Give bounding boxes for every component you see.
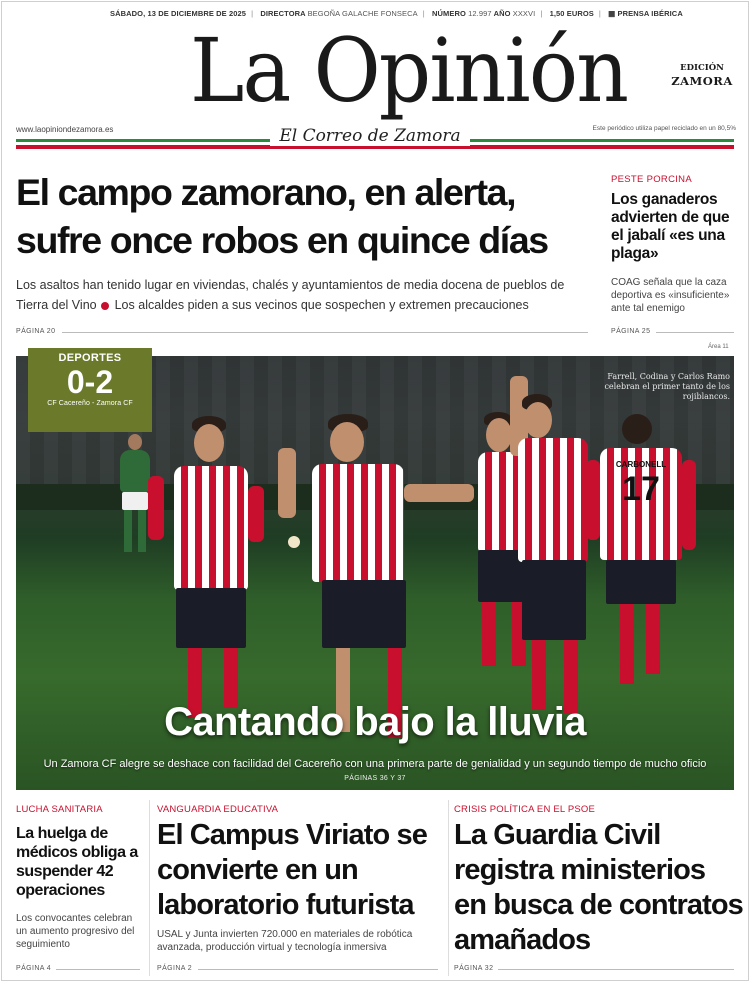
col1-summary: Los convocantes celebran un aumento progresivo del seguimiento	[16, 913, 135, 950]
lead-subhead-a: Los asaltos han tenido lugar en viviendas, chalés y ayuntamientos de media docena de pueblos de Tierra del Vino	[16, 278, 565, 312]
edition-word: EDICIÓN	[680, 63, 724, 73]
photo-headline[interactable]: Cantando bajo la lluvia	[164, 700, 586, 744]
score-section: DEPORTES	[58, 352, 122, 364]
sidebar-headline[interactable]: Los ganaderos advierten de que el jabalí «es una plaga»	[611, 191, 730, 262]
recycled-paper-note: Este periódico utiliza papel reciclado en un 80,5%	[592, 125, 736, 132]
photo-page-ref: PÁGINAS 36 Y 37	[344, 775, 406, 782]
publisher-group: PRENSA IBÉRICA	[617, 9, 683, 18]
sidebar-summary: COAG señala que la caza deportiva es «insuficiente» ante tal enemigo	[611, 277, 730, 314]
issue-year: XXXVI	[512, 9, 536, 18]
edition-label	[666, 62, 738, 88]
number-label: NÚMERO	[431, 9, 466, 18]
issue-number: 12.997	[468, 9, 492, 18]
col1-headline[interactable]: La huelga de médicos obliga a suspender 42 operaciones	[16, 825, 138, 899]
newspaper-subtitle: El Correo de Zamora	[270, 126, 470, 146]
lead-headline[interactable]: El campo zamorano, en alerta, sufre once robos en quince días	[16, 171, 548, 261]
newspaper-title[interactable]: La Opinión	[190, 19, 628, 122]
sidebar-rule	[656, 332, 734, 333]
shirt-number: 17	[622, 470, 660, 508]
lead-rule	[62, 332, 588, 333]
lead-subheadline	[16, 275, 596, 315]
lead-subhead-b: Los alcaldes piden a sus vecinos que sospechen y extremen precauciones	[114, 298, 529, 312]
col3-headline[interactable]: La Guardia Civil registra ministerios en busca de contratos amañados	[454, 819, 743, 956]
year-label: AÑO	[493, 9, 511, 18]
issue-date: SÁBADO, 13 DE DICIEMBRE DE 2025	[110, 9, 247, 18]
player-back-carbonell	[586, 414, 696, 714]
ball-icon	[288, 536, 300, 548]
col2-page-ref: PÁGINA 2	[157, 965, 193, 972]
issue-info-bar: SÁBADO, 13 DE DICIEMBRE DE 2025 | DIRECTORA BEGOÑA GALACHE FONSECA | NÚMERO 12.997 AÑO XXXVI | 1,50 EUROS | ▦ PRENSA IBÉRICA	[110, 9, 683, 18]
director-label: DIRECTORA	[260, 9, 306, 18]
edition-city: ZAMORA	[671, 74, 733, 88]
lead-page-ref: PÁGINA 20	[16, 328, 56, 335]
col2-rule	[198, 969, 438, 970]
col2-summary: USAL y Junta invierten 720.000 en materiales de robótica avanzada, producción virtual y tecnología inmersiva	[157, 929, 413, 953]
column-divider	[149, 800, 150, 976]
director-name: BEGOÑA GALACHE FONSECA	[307, 9, 418, 18]
col3-page-ref: PÁGINA 32	[454, 965, 494, 972]
sidebar-page-ref: PÁGINA 25	[611, 328, 651, 335]
col3-rule	[498, 969, 734, 970]
col3-kicker: CRISIS POLÍTICA EN EL PSOE	[454, 804, 596, 815]
photo-subheadline: Un Zamora CF alegre se deshace con facilidad del Cacereño con una primera parte de genialidad y un segundo tiempo de mucho oficio	[43, 758, 707, 770]
match-teams: CF Cacereño - Zamora CF	[47, 400, 133, 407]
col2-headline[interactable]: El Campus Viriato se convierte en un laboratorio futurista	[157, 819, 427, 921]
match-score: 0-2	[66, 364, 114, 400]
bullet-icon	[101, 302, 109, 310]
col1-rule	[56, 969, 140, 970]
price: 1,50 EUROS	[549, 9, 594, 18]
shirt-name: CARBONELL	[615, 460, 667, 469]
column-divider	[448, 800, 449, 976]
sidebar-kicker: PESTE PORCINA	[611, 174, 692, 185]
area-note: Área 11	[708, 344, 729, 350]
publisher-logo-icon: ▦	[608, 9, 616, 18]
col1-kicker: LUCHA SANITARIA	[16, 804, 103, 815]
photo-caption: Farrell, Codina y Carlos Ramo celebran el primer tanto de los rojiblancos.	[604, 372, 730, 401]
score-box	[28, 348, 152, 432]
col1-page-ref: PÁGINA 4	[16, 965, 52, 972]
col2-kicker: VANGUARDIA EDUCATIVA	[157, 804, 279, 815]
website-link[interactable]: www.laopiniondezamora.es	[16, 125, 114, 134]
